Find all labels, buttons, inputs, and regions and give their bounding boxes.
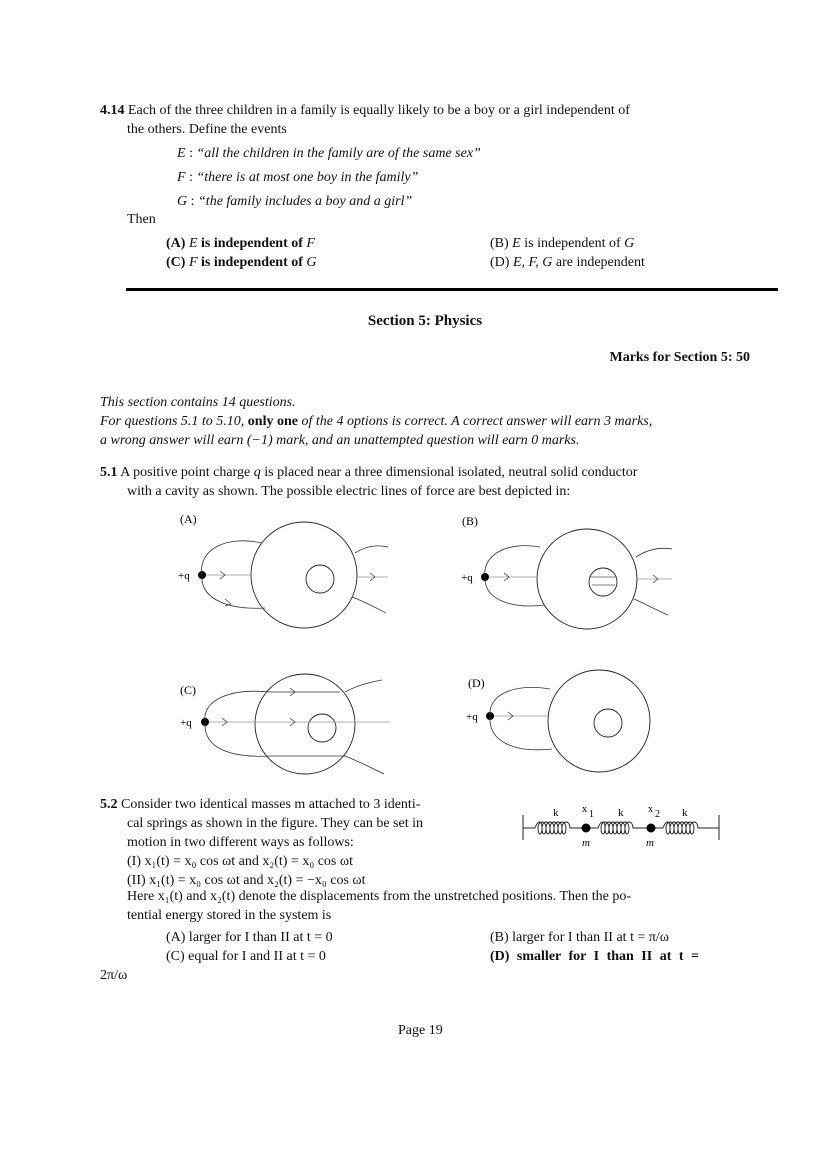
mass-2 [647, 824, 656, 833]
field-line-c3 [205, 722, 345, 756]
field-line-c5 [345, 756, 384, 774]
q414-number: 4.14 [100, 103, 125, 118]
q51-line2: with a cavity as shown. The possible electric lines of force are best depicted in: [127, 484, 571, 499]
option-d-mid: are independent [552, 255, 645, 270]
option-d-label: (D) [490, 255, 510, 270]
option-c-label: (C) [166, 255, 186, 270]
q414-option-a [166, 234, 315, 253]
q52-text1: Consider two identical masses m attached to 3 identi- [121, 797, 421, 812]
option-a-label: (A) [166, 236, 186, 251]
x1-subscript: 1 [589, 809, 594, 820]
q52-case2: (II) x₁(t) = x₀ cos ωt and x₂(t) = −x₀ cos ωt [127, 873, 366, 888]
spring-3 [651, 822, 719, 834]
q52-option-d-wrap: 2π/ω [100, 968, 128, 983]
cavity-c [308, 714, 336, 742]
event-g: G : “the family includes a boy and a girl” [177, 194, 413, 209]
option-c-post: G [306, 255, 317, 270]
intro2-part-b: only one [247, 414, 298, 429]
x2-label: x [648, 804, 653, 815]
x2-subscript: 2 [655, 809, 660, 820]
q51-number: 5.1 [100, 465, 118, 480]
section-divider [126, 288, 778, 291]
spring-3-label: k [682, 807, 688, 819]
q414-then: Then [127, 212, 156, 227]
cavity-d [594, 709, 622, 737]
intro2-part-a: For questions 5.1 to 5.10, [100, 414, 248, 429]
field-line-b1 [485, 546, 540, 577]
spring-mass-figure [520, 800, 725, 850]
event-f-letter: F [177, 170, 186, 185]
section-intro2 [100, 412, 652, 431]
field-line-a6 [352, 597, 386, 613]
page-number: Page 19 [398, 1023, 443, 1038]
event-e-letter: E [177, 146, 186, 161]
q52-line2: cal springs as shown in the figure. They can be set in [127, 816, 424, 831]
q51-text1b: q [253, 465, 261, 480]
q51-line1 [100, 463, 637, 482]
q414-line2: the others. Define the events [127, 122, 287, 137]
section-title: Section 5: Physics [367, 313, 483, 329]
field-line-c1 [205, 691, 340, 722]
option-c-mid: is independent of [197, 255, 307, 270]
cavity-lines-b [589, 577, 617, 585]
section-intro3: a wrong answer will earn (−1) mark, and an unattempted question will earn 0 marks. [100, 433, 580, 448]
field-line-b6 [634, 599, 668, 615]
option-a-post: F [306, 236, 315, 251]
charge-d-label: +q [466, 711, 478, 723]
field-line-d3 [490, 716, 552, 750]
field-line-a2 [202, 575, 265, 608]
q52-line4: Here x₁(t) and x₂(t) denote the displacements from the unstretched positions. Then the po- [127, 889, 632, 904]
field-line-b4 [636, 548, 672, 557]
figure-c-label: (C) [180, 683, 196, 697]
event-g-letter: G [177, 194, 188, 209]
event-g-text: “the family includes a boy and a girl” [198, 194, 413, 209]
figure-b [452, 505, 682, 640]
option-a-mid: is independent of [197, 236, 307, 251]
event-e: E : “all the children in the family are of the same sex” [177, 146, 481, 161]
q51-text1c: is placed near a three dimensional isolated, neutral solid conductor [260, 465, 638, 480]
q414-text1: Each of the three children in a family is equally likely to be a boy or a girl independent of [128, 103, 630, 118]
q414-option-d [490, 253, 645, 272]
figure-c [170, 670, 400, 780]
field-line-b2 [485, 577, 544, 606]
q52-case1: (I) x₁(t) = x₀ cos ωt and x₂(t) = x₀ cos ωt [127, 854, 353, 869]
event-f-text: “there is at most one boy in the family” [196, 170, 419, 185]
q52-line1 [100, 795, 420, 814]
q52-line3: motion in two different ways as follows: [127, 835, 354, 850]
charge-b-label: +q [461, 572, 473, 584]
cavity-b [589, 568, 617, 596]
q52-number: 5.2 [100, 797, 118, 812]
cavity-a [306, 565, 334, 593]
section-intro1: This section contains 14 questions. [100, 395, 296, 410]
charge-c-label: +q [180, 717, 192, 729]
option-d-pre: E, F, G [512, 255, 553, 270]
q414-option-b [490, 234, 634, 253]
intro2-part-c: of the 4 options is correct. A correct answer will earn 3 marks, [297, 414, 653, 429]
event-e-text: “all the children in the family are of the same sex” [196, 146, 481, 161]
x1-label: x [582, 804, 587, 815]
option-b-label: (B) [490, 236, 509, 251]
q52-option-b: (B) larger for I than II at t = π/ω [490, 930, 670, 945]
field-line-d1 [490, 687, 550, 716]
option-b-pre: E [512, 236, 521, 251]
q414-option-c [166, 253, 317, 272]
q52-line5: tential energy stored in the system is [127, 908, 332, 923]
q52-option-a: (A) larger for I than II at t = 0 [166, 930, 333, 945]
q51-text1a: A positive point charge [120, 465, 254, 480]
q52-option-c: (C) equal for I and II at t = 0 [166, 949, 326, 964]
figure-a [170, 505, 400, 640]
mass-2-label: m [646, 837, 654, 849]
q414-line1 [100, 101, 630, 120]
spring-2 [586, 822, 651, 834]
figure-b-label: (B) [462, 514, 478, 528]
option-c-pre: F [188, 255, 198, 270]
option-b-mid: is independent of [520, 236, 625, 251]
spring-1-label: k [553, 807, 559, 819]
conductor-d [548, 670, 650, 772]
field-line-a1 [202, 541, 262, 575]
conductor-b [537, 529, 637, 629]
spring-1 [523, 822, 586, 834]
mass-1 [582, 824, 591, 833]
q52-option-d: (D) smaller for I than II at t = [490, 949, 700, 964]
figure-a-label: (A) [180, 512, 197, 526]
figure-d-label: (D) [468, 676, 485, 690]
field-line-a4 [355, 546, 388, 553]
spring-2-label: k [618, 807, 624, 819]
conductor-a [251, 522, 357, 628]
field-line-c4 [345, 680, 382, 692]
option-a-pre: E [188, 236, 198, 251]
conductor-c [255, 674, 355, 774]
section-marks: Marks for Section 5: 50 [609, 350, 750, 365]
mass-1-label: m [582, 837, 590, 849]
figure-d [458, 665, 658, 780]
option-b-post: G [624, 236, 635, 251]
event-f: F : “there is at most one boy in the family” [177, 170, 419, 185]
charge-a-label: +q [178, 570, 190, 582]
